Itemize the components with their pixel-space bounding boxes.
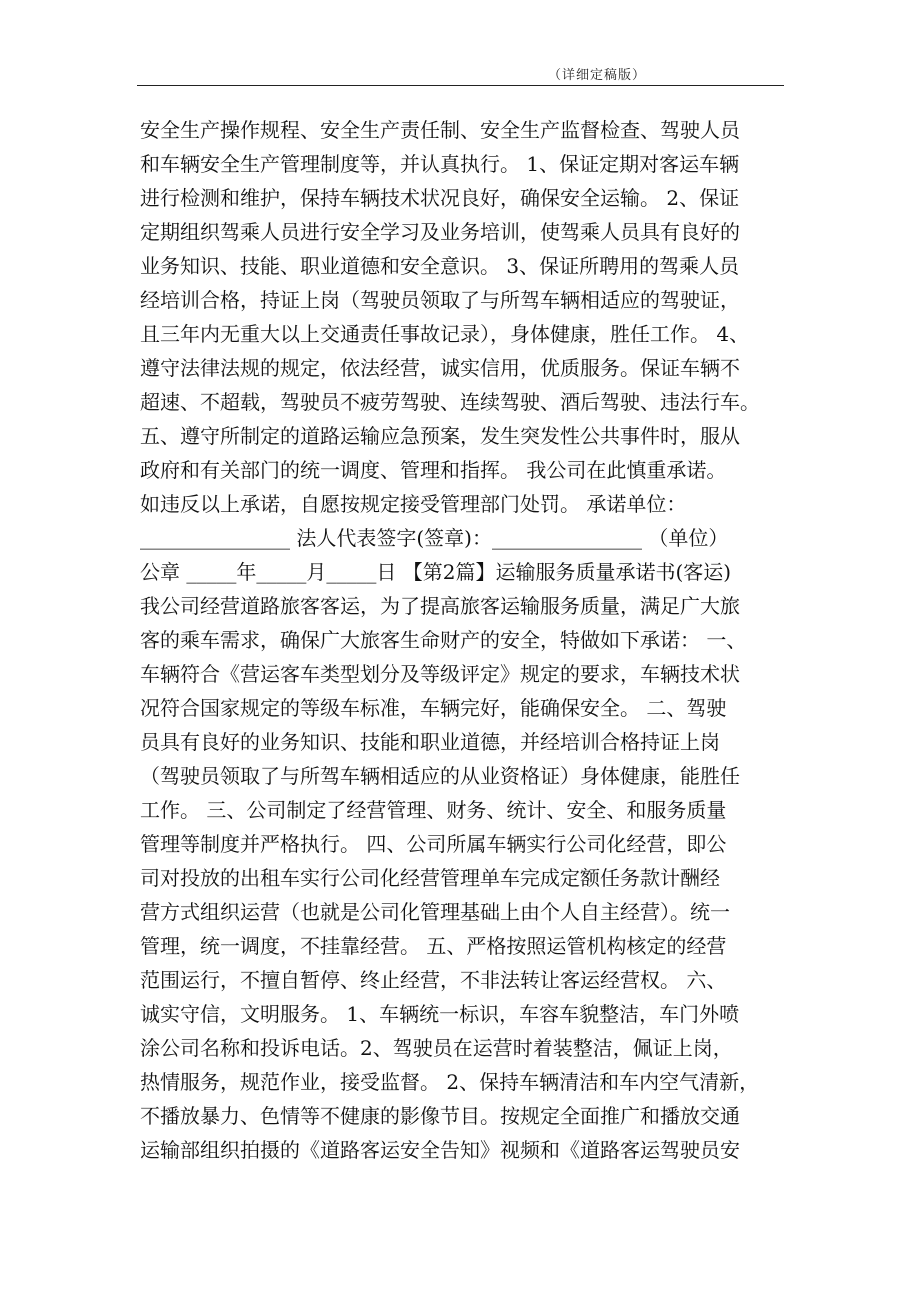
text-line: 司对投放的出租车实行公司化经营管理单车完成定额任务款计酬经 xyxy=(140,866,720,890)
text-line: 如违反以上承诺，自愿按规定接受管理部门处罚。 承诺单位： xyxy=(140,492,687,516)
text-line: 车辆符合《营运客车类型划分及等级评定》规定的要求，车辆技术状 xyxy=(140,662,740,686)
text-line: 定期组织驾乘人员进行安全学习及业务培训，使驾乘人员具有良好的 xyxy=(140,220,740,244)
header-rule xyxy=(137,85,784,86)
text-line: 超速、不超载，驾驶员不疲劳驾驶、连续驾驶、酒后驾驶、违法行车。 xyxy=(140,390,760,414)
text-line: 况符合国家规定的等级车标准，车辆完好，能确保安全。 二、驾驶 xyxy=(140,696,727,720)
text-line: 进行检测和维护，保持车辆技术状况良好，确保安全运输。 2、保证 xyxy=(140,186,740,210)
text-line: 工作。 三、公司制定了经营管理、财务、统计、安全、和服务质量 xyxy=(140,798,727,822)
text-line: 客的乘车需求，确保广大旅客生命财产的安全，特做如下承诺： 一、 xyxy=(140,628,747,652)
text-line: 运输部组织拍摄的《道路客运安全告知》视频和《道路客运驾驶员安 xyxy=(140,1138,740,1162)
text-line: 管理等制度并严格执行。 四、公司所属车辆实行公司化经营，即公 xyxy=(140,832,727,856)
text-line: 业务知识、技能、职业道德和安全意识。 3、保证所聘用的驾乘人员 xyxy=(140,254,740,278)
text-line: 经培训合格，持证上岗（驾驶员领取了与所驾车辆相适应的驾驶证， xyxy=(140,288,740,312)
text-line: （驾驶员领取了与所驾车辆相适应的从业资格证）身体健康，能胜任 xyxy=(140,764,740,788)
date-line: 公章 _____年_____月_____日 【第2篇】运输服务质量承诺书(客运) xyxy=(140,560,732,584)
text-line: 范围运行，不擅自暂停、终止经营，不非法转让客运经营权。 六、 xyxy=(140,968,727,992)
text-line: 政府和有关部门的统一调度、管理和指挥。 我公司在此慎重承诺。 xyxy=(140,458,727,482)
text-line: 涂公司名称和投诉电话。2、驾驶员在运营时着装整洁，佩证上岗， xyxy=(140,1036,733,1060)
text-line: 管理，统一调度，不挂靠经营。 五、严格按照运管机构核定的经营 xyxy=(140,934,727,958)
text-line: 员具有良好的业务知识、技能和职业道德，并经培训合格持证上岗 xyxy=(140,730,720,754)
text-line: 和车辆安全生产管理制度等，并认真执行。 1、保证定期对客运车辆 xyxy=(140,152,740,176)
text-line: 热情服务，规范作业，接受监督。 2、保持车辆清洁和车内空气清新， xyxy=(140,1070,760,1094)
text-line: 我公司经营道路旅客客运，为了提高旅客运输服务质量，满足广大旅 xyxy=(140,594,740,618)
text-line: 诚实守信，文明服务。 1、车辆统一标识，车容车貌整洁，车门外喷 xyxy=(140,1002,740,1026)
text-line: 且三年内无重大以上交通责任事故记录），身体健康，胜任工作。 4、 xyxy=(140,322,750,346)
header-label: （详细定稿版） xyxy=(548,68,647,83)
text-line: 营方式组织运营（也就是公司化管理基础上由个人自主经营）。统一 xyxy=(140,900,730,924)
text-line: 安全生产操作规程、安全生产责任制、安全生产监督检查、驾驶人员 xyxy=(140,118,740,142)
text-line: 五、遵守所制定的道路运输应急预案，发生突发性公共事件时，服从 xyxy=(140,424,740,448)
signature-line: _______________ 法人代表签字(签章)：_______________ （单位） xyxy=(140,526,729,550)
text-line: 不播放暴力、色情等不健康的影像节目。按规定全面推广和播放交通 xyxy=(140,1104,740,1128)
text-line: 遵守法律法规的规定，依法经营，诚实信用，优质服务。保证车辆不 xyxy=(140,356,740,380)
body-text xyxy=(140,113,780,1167)
